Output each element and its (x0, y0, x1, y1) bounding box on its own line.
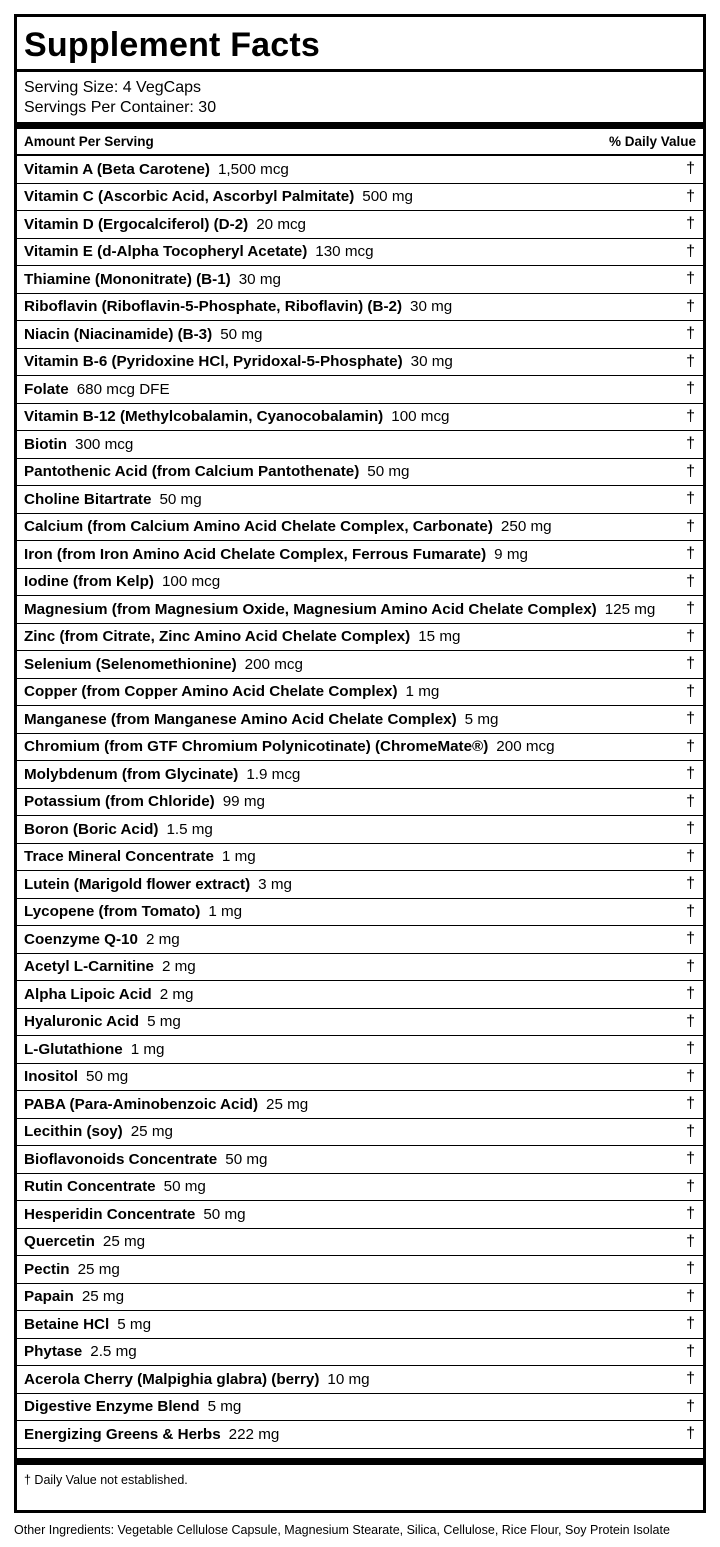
nutrient-amount: 5 mg (147, 1013, 181, 1031)
nutrient-name: Acerola Cherry (Malpighia glabra) (berry) (24, 1370, 320, 1388)
table-row (17, 624, 703, 652)
daily-value-dagger: † (686, 1397, 695, 1415)
nutrient-label (24, 711, 498, 728)
nutrient-name: Digestive Enzyme Blend (24, 1398, 200, 1416)
table-row (17, 1146, 703, 1174)
nutrient-amount: 50 mg (225, 1150, 268, 1168)
nutrient-name: Vitamin D (Ergocalciferol) (D-2) (24, 215, 249, 233)
panel-title: Supplement Facts (24, 26, 321, 64)
daily-value-dagger: † (686, 572, 695, 590)
nutrient-name: Selenium (Selenomethionine) (24, 655, 237, 673)
table-row (17, 1201, 703, 1229)
nutrient-label (24, 573, 220, 590)
nutrient-label (24, 793, 265, 810)
nutrient-label (24, 601, 655, 618)
nutrient-name: Vitamin B-12 (Methylcobalamin, Cyanocobalamin) (24, 408, 384, 426)
table-row (17, 1119, 703, 1147)
nutrient-label (24, 436, 133, 453)
table-row (17, 404, 703, 432)
nutrient-label (24, 1261, 120, 1278)
table-row (17, 1229, 703, 1257)
daily-value-dagger: † (686, 985, 695, 1003)
nutrient-label (24, 1178, 206, 1195)
nutrient-name: Thiamine (Mononitrate) (B-1) (24, 270, 231, 288)
nutrient-label (24, 1206, 246, 1223)
nutrient-name: Lycopene (from Tomato) (24, 903, 201, 921)
nutrient-name: Lutein (Marigold flower extract) (24, 875, 251, 893)
nutrient-label (24, 271, 281, 288)
daily-value-dagger: † (686, 1425, 695, 1443)
nutrient-label (24, 958, 196, 975)
daily-value-dagger: † (686, 1260, 695, 1278)
nutrient-name: Vitamin C (Ascorbic Acid, Ascorbyl Palmitate) (24, 188, 355, 206)
nutrient-label (24, 546, 528, 563)
daily-value-dagger: † (686, 270, 695, 288)
nutrient-amount: 15 mg (418, 628, 461, 646)
table-row (17, 954, 703, 982)
nutrient-amount: 50 mg (86, 1068, 129, 1086)
daily-value-dagger: † (686, 875, 695, 893)
nutrient-label (24, 903, 242, 920)
daily-value-dagger: † (686, 1287, 695, 1305)
daily-value-dagger: † (686, 297, 695, 315)
nutrient-amount: 30 mg (410, 298, 453, 316)
nutrient-label (24, 1096, 308, 1113)
table-row (17, 569, 703, 597)
daily-value-dagger: † (686, 1232, 695, 1250)
daily-value-dagger: † (686, 1315, 695, 1333)
servings-per-container: Servings Per Container: 30 (24, 99, 217, 116)
daily-value-dagger: † (686, 160, 695, 178)
daily-value-dagger: † (686, 765, 695, 783)
nutrient-label (24, 821, 213, 838)
nutrient-amount: 5 mg (117, 1315, 152, 1333)
table-row (17, 1284, 703, 1312)
nutrient-name: Energizing Greens & Herbs (24, 1425, 221, 1443)
nutrient-amount: 125 mg (604, 600, 656, 618)
daily-value-dagger: † (686, 1150, 695, 1168)
table-row (17, 1064, 703, 1092)
nutrient-label (24, 518, 552, 535)
nutrient-label (24, 876, 292, 893)
nutrient-amount: 25 mg (81, 1288, 125, 1306)
nutrient-label (24, 1233, 145, 1250)
daily-value-dagger: † (686, 380, 695, 398)
nutrient-name: Bioflavonoids Concentrate (24, 1150, 218, 1168)
nutrient-amount: 2 mg (145, 930, 180, 948)
daily-value-dagger: † (686, 1205, 695, 1223)
daily-value-dagger: † (686, 325, 695, 343)
nutrient-name: Alpha Lipoic Acid (24, 985, 152, 1003)
nutrient-name: Vitamin A (Beta Carotene) (24, 160, 210, 178)
table-row (17, 376, 703, 404)
daily-value-dagger: † (686, 435, 695, 453)
nutrient-label (24, 1013, 181, 1030)
daily-value-dagger: † (686, 1067, 695, 1085)
nutrient-name: Papain (24, 1288, 74, 1306)
nutrient-name: Choline Bitartrate (24, 490, 152, 508)
nutrient-amount: 3 mg (258, 875, 292, 893)
nutrient-name: Vitamin B-6 (Pyridoxine HCl, Pyridoxal-5-Phosphate) (24, 353, 403, 371)
table-row (17, 486, 703, 514)
nutrient-amount: 30 mg (238, 270, 281, 288)
table-row (17, 981, 703, 1009)
nutrient-name: Trace Mineral Concentrate (24, 848, 214, 866)
nutrient-amount: 50 mg (203, 1205, 246, 1223)
serving-info (17, 72, 703, 122)
table-row (17, 1366, 703, 1394)
nutrient-label (24, 463, 410, 480)
nutrient-name: Inositol (24, 1068, 78, 1086)
nutrient-name: Coenzyme Q-10 (24, 930, 138, 948)
nutrient-name: Acetyl L-Carnitine (24, 958, 154, 976)
nutrient-amount: 9 mg (494, 545, 528, 563)
nutrient-label (24, 1068, 128, 1085)
nutrient-amount: 1 mg (405, 683, 440, 701)
nutrient-label (24, 1151, 267, 1168)
table-row (17, 211, 703, 239)
thick-divider-top (17, 122, 703, 129)
nutrient-label (24, 491, 202, 508)
nutrient-name: Phytase (24, 1343, 83, 1361)
daily-value-dagger: † (686, 1342, 695, 1360)
nutrient-name: Vitamin E (d-Alpha Tocopheryl Acetate) (24, 243, 308, 261)
serving-size: Serving Size: 4 VegCaps (24, 79, 201, 96)
nutrient-amount: 50 mg (159, 490, 202, 508)
nutrient-name: Zinc (from Citrate, Zinc Amino Acid Chelate Complex) (24, 628, 411, 646)
nutrient-amount: 1 mg (130, 1040, 165, 1058)
nutrient-label (24, 931, 180, 948)
table-row (17, 431, 703, 459)
nutrient-label (24, 656, 303, 673)
nutrient-amount: 5 mg (207, 1398, 242, 1416)
nutrient-label (24, 848, 256, 865)
nutrient-name: Manganese (from Manganese Amino Acid Chelate Complex) (24, 710, 457, 728)
table-row (17, 294, 703, 322)
thick-divider-bottom (17, 1458, 703, 1465)
nutrient-amount: 10 mg (327, 1370, 370, 1388)
nutrient-amount: 300 mcg (75, 435, 134, 453)
supplement-facts-panel (14, 14, 706, 1513)
column-header (17, 129, 703, 156)
nutrient-amount: 20 mcg (256, 215, 307, 233)
table-row (17, 184, 703, 212)
daily-value-dagger: † (686, 1122, 695, 1140)
daily-value-dagger: † (686, 545, 695, 563)
nutrient-label (24, 766, 300, 783)
nutrient-name: Iodine (from Kelp) (24, 573, 154, 591)
daily-value-dagger: † (686, 682, 695, 700)
table-row (17, 239, 703, 267)
nutrient-amount: 1.5 mg (166, 820, 213, 838)
daily-value-dagger: † (686, 902, 695, 920)
nutrient-label (24, 381, 170, 398)
daily-value-dagger: † (686, 600, 695, 618)
nutrient-label (24, 188, 413, 205)
nutrient-amount: 30 mg (410, 353, 453, 371)
nutrient-label (24, 298, 452, 315)
daily-value-label: % Daily Value (608, 134, 696, 149)
table-row (17, 1339, 703, 1367)
nutrient-label (24, 1123, 173, 1140)
nutrient-label (24, 161, 289, 178)
nutrient-label (24, 986, 193, 1003)
nutrient-name: Potassium (from Chloride) (24, 793, 215, 811)
nutrient-amount: 500 mg (362, 188, 413, 206)
table-row (17, 871, 703, 899)
daily-value-dagger: † (686, 710, 695, 728)
table-row (17, 844, 703, 872)
daily-value-dagger: † (686, 792, 695, 810)
nutrient-name: L-Glutathione (24, 1040, 123, 1058)
nutrient-label (24, 326, 262, 343)
nutrient-name: Boron (Boric Acid) (24, 820, 159, 838)
nutrient-name: Quercetin (24, 1233, 95, 1251)
nutrient-name: Magnesium (from Magnesium Oxide, Magnesium Amino Acid Chelate Complex) (24, 600, 597, 618)
table-row (17, 596, 703, 624)
nutrient-amount: 99 mg (222, 793, 265, 811)
daily-value-dagger: † (686, 1177, 695, 1195)
nutrient-label (24, 1398, 241, 1415)
nutrient-name: Folate (24, 380, 69, 398)
nutrient-amount: 1 mg (221, 848, 256, 866)
nutrient-label (24, 628, 460, 645)
daily-value-dagger: † (686, 490, 695, 508)
footnote: † Daily Value not established. (24, 1473, 188, 1487)
table-row (17, 706, 703, 734)
nutrient-name: Hyaluronic Acid (24, 1013, 140, 1031)
daily-value-dagger: † (686, 1040, 695, 1058)
nutrient-amount: 200 mcg (244, 655, 303, 673)
nutrient-label (24, 1316, 151, 1333)
nutrient-name: Calcium (from Calcium Amino Acid Chelate Complex, Carbonate) (24, 518, 493, 536)
daily-value-dagger: † (686, 242, 695, 260)
nutrient-amount: 100 mcg (161, 573, 221, 591)
table-row (17, 541, 703, 569)
table-row (17, 1091, 703, 1119)
table-row (17, 651, 703, 679)
nutrient-name: Riboflavin (Riboflavin-5-Phosphate, Riboflavin) (B-2) (24, 298, 403, 316)
table-row (17, 734, 703, 762)
nutrient-name: Rutin Concentrate (24, 1178, 156, 1196)
table-row (17, 1421, 703, 1449)
nutrient-amount: 25 mg (130, 1123, 173, 1141)
nutrient-amount: 200 mcg (496, 738, 555, 756)
table-row (17, 926, 703, 954)
nutrient-name: Biotin (24, 435, 68, 453)
table-row (17, 514, 703, 542)
nutrient-label (24, 683, 439, 700)
nutrient-amount: 25 mg (102, 1233, 146, 1251)
nutrient-name: Pectin (24, 1260, 70, 1278)
nutrient-name: Lecithin (soy) (24, 1123, 123, 1141)
daily-value-dagger: † (686, 930, 695, 948)
nutrient-amount: 100 mcg (391, 408, 450, 426)
table-row (17, 1174, 703, 1202)
daily-value-dagger: † (686, 1370, 695, 1388)
table-row (17, 761, 703, 789)
nutrient-amount: 250 mg (500, 518, 552, 536)
daily-value-dagger: † (686, 820, 695, 838)
nutrient-label (24, 243, 374, 260)
nutrient-amount: 25 mg (77, 1260, 120, 1278)
nutrient-amount: 25 mg (266, 1095, 309, 1113)
table-row (17, 1311, 703, 1339)
nutrient-amount: 1 mg (208, 903, 243, 921)
daily-value-dagger: † (686, 847, 695, 865)
daily-value-dagger: † (686, 627, 695, 645)
nutrient-list (17, 156, 703, 1455)
table-row (17, 899, 703, 927)
table-row (17, 459, 703, 487)
table-row (17, 156, 703, 184)
nutrient-label (24, 353, 453, 370)
nutrient-label (24, 408, 450, 425)
daily-value-dagger: † (686, 737, 695, 755)
daily-value-dagger: † (686, 1012, 695, 1030)
nutrient-label (24, 216, 306, 233)
table-row (17, 349, 703, 377)
table-row (17, 266, 703, 294)
nutrient-label (24, 1041, 164, 1058)
daily-value-dagger: † (686, 407, 695, 425)
nutrient-label (24, 1288, 124, 1305)
nutrient-amount: 130 mcg (315, 243, 374, 261)
nutrient-label (24, 1371, 370, 1388)
table-row (17, 679, 703, 707)
daily-value-dagger: † (686, 1095, 695, 1113)
table-row (17, 789, 703, 817)
nutrient-name: Chromium (from GTF Chromium Polynicotinate) (ChromeMate®) (24, 738, 489, 756)
nutrient-amount: 1,500 mcg (217, 160, 289, 178)
nutrient-name: Hesperidin Concentrate (24, 1205, 196, 1223)
nutrient-amount: 5 mg (464, 710, 499, 728)
nutrient-name: Betaine HCl (24, 1315, 110, 1333)
nutrient-name: PABA (Para-Aminobenzoic Acid) (24, 1095, 259, 1113)
daily-value-dagger: † (686, 655, 695, 673)
nutrient-name: Pantothenic Acid (from Calcium Pantothenate) (24, 463, 360, 481)
daily-value-dagger: † (686, 957, 695, 975)
daily-value-dagger: † (686, 517, 695, 535)
daily-value-dagger: † (686, 462, 695, 480)
nutrient-amount: 222 mg (228, 1425, 280, 1443)
nutrient-amount: 2 mg (161, 958, 196, 976)
nutrient-name: Molybdenum (from Glycinate) (24, 765, 239, 783)
nutrient-label (24, 1426, 279, 1443)
table-row (17, 1394, 703, 1422)
daily-value-dagger: † (686, 215, 695, 233)
daily-value-dagger: † (686, 187, 695, 205)
nutrient-amount: 50 mg (220, 325, 263, 343)
amount-per-serving-label: Amount Per Serving (24, 134, 154, 149)
table-row (17, 816, 703, 844)
nutrient-amount: 2.5 mg (90, 1343, 137, 1361)
table-row (17, 321, 703, 349)
table-row (17, 1009, 703, 1037)
table-row (17, 1256, 703, 1284)
nutrient-amount: 2 mg (159, 985, 194, 1003)
other-ingredients: Other Ingredients: Vegetable Cellulose Capsule, Magnesium Stearate, Silica, Cellulose, Rice Flour, Soy Protein Isolate (14, 1523, 670, 1537)
daily-value-dagger: † (686, 352, 695, 370)
nutrient-amount: 50 mg (163, 1178, 206, 1196)
nutrient-amount: 1.9 mcg (246, 765, 301, 783)
table-row (17, 1036, 703, 1064)
nutrient-amount: 680 mcg DFE (76, 380, 170, 398)
nutrient-label (24, 1343, 137, 1360)
nutrient-name: Niacin (Niacinamide) (B-3) (24, 325, 213, 343)
nutrient-amount: 50 mg (367, 463, 410, 481)
nutrient-name: Iron (from Iron Amino Acid Chelate Complex, Ferrous Fumarate) (24, 545, 487, 563)
nutrient-label (24, 738, 555, 755)
nutrient-name: Copper (from Copper Amino Acid Chelate Complex) (24, 683, 398, 701)
